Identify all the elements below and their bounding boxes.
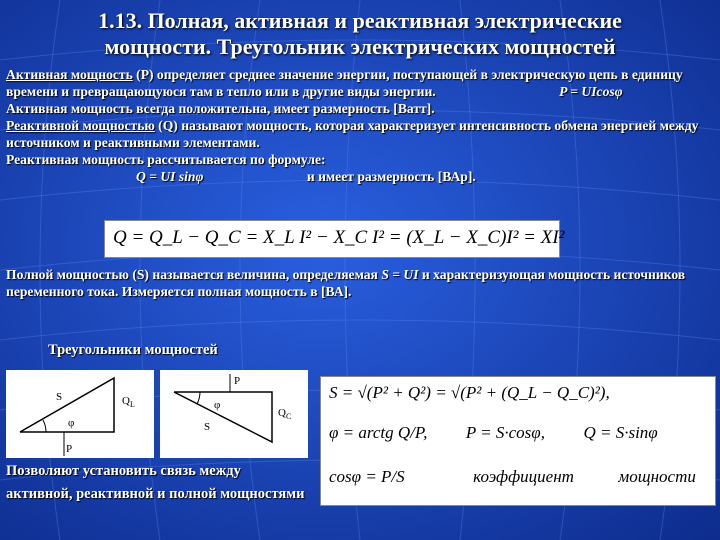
- right-label-q-sub: C: [286, 412, 292, 421]
- left-label-q-sub: L: [130, 400, 135, 409]
- bottom-conclusion: Позволяют установить связь между активной, реактивной и полной мощностями: [6, 463, 305, 502]
- formula-line-3: [329, 467, 696, 487]
- formula-panel: [320, 376, 716, 506]
- active-power-paragraph: [6, 66, 714, 185]
- triangles-label: Треугольники мощностей: [48, 342, 218, 358]
- reactive-power-unit: и имеет размерность [ВАр].: [306, 169, 476, 184]
- active-power-definition: (P) определяет среднее значение энергии, поступающей в электрическую цепь в единицу времени и превращающуюся там в тепло или в другие виды энергии.: [6, 67, 683, 99]
- formula-p: P = S·cosφ,: [465, 423, 545, 442]
- formula-cos: cosφ = P/S: [329, 467, 405, 486]
- full-power-paragraph: [6, 266, 714, 300]
- right-label-q: Q: [278, 407, 286, 419]
- full-power-formula: S = UI: [381, 267, 419, 282]
- right-label-p: P: [234, 375, 241, 387]
- full-power-def-1: Полной мощностью (S) называется величина, определяемая: [6, 267, 382, 282]
- reactive-power-formula: Q = UI sinφ: [136, 169, 204, 184]
- reactive-equation-box: [104, 220, 565, 258]
- right-label-phi: φ: [214, 399, 221, 411]
- reactive-power-definition: (Q) называют мощность, которая характеризует интенсивность обмена энергией между источником и реактивными элементами.: [6, 118, 699, 150]
- left-label-phi: φ: [68, 417, 75, 429]
- formula-s: S = √(P² + Q²) = √(P² + (Q_L − Q_C)²),: [329, 383, 610, 402]
- left-label-q: Q: [122, 395, 130, 407]
- active-power-term: Активная мощность: [6, 67, 133, 82]
- reactive-power-calc: Реактивная мощность рассчитывается по формуле:: [6, 152, 326, 167]
- slide-title: [0, 8, 720, 60]
- right-label-s: S: [204, 421, 211, 433]
- reactive-power-term: Реактивной мощностью: [6, 118, 155, 133]
- full-power-def-2: и характеризующая мощность источников переменного тока. Измеряется полная мощность в [ВА].: [6, 267, 686, 299]
- left-label-p: P: [66, 443, 73, 455]
- triangle-diagram-right: [160, 370, 308, 458]
- formula-coef: коэффициент: [473, 467, 574, 486]
- left-label-s: S: [56, 391, 63, 403]
- formula-q: Q = S·sinφ: [583, 423, 658, 442]
- title-line-2: мощности. Треугольник электрических мощностей: [104, 34, 616, 59]
- formula-line-2: [329, 423, 658, 443]
- triangle-left-svg: [6, 370, 154, 458]
- triangle-diagram-left: [6, 370, 154, 458]
- formula-phi: φ = arctg Q/P,: [329, 423, 428, 442]
- active-power-formula: P = UIcosφ: [559, 84, 623, 99]
- reactive-equation: Q = Q_L − Q_C = X_L I² − X_C I² = (X_L − X_C)I² = XI²: [113, 227, 565, 248]
- triangle-right-svg: [160, 370, 308, 458]
- title-line-1: 1.13. Полная, активная и реактивная электрические: [98, 8, 622, 33]
- active-power-positive: Активная мощность всегда положительна, имеет размерность [Ватт].: [6, 101, 435, 116]
- formula-power: мощности: [618, 467, 696, 486]
- formula-line-1: [329, 383, 610, 403]
